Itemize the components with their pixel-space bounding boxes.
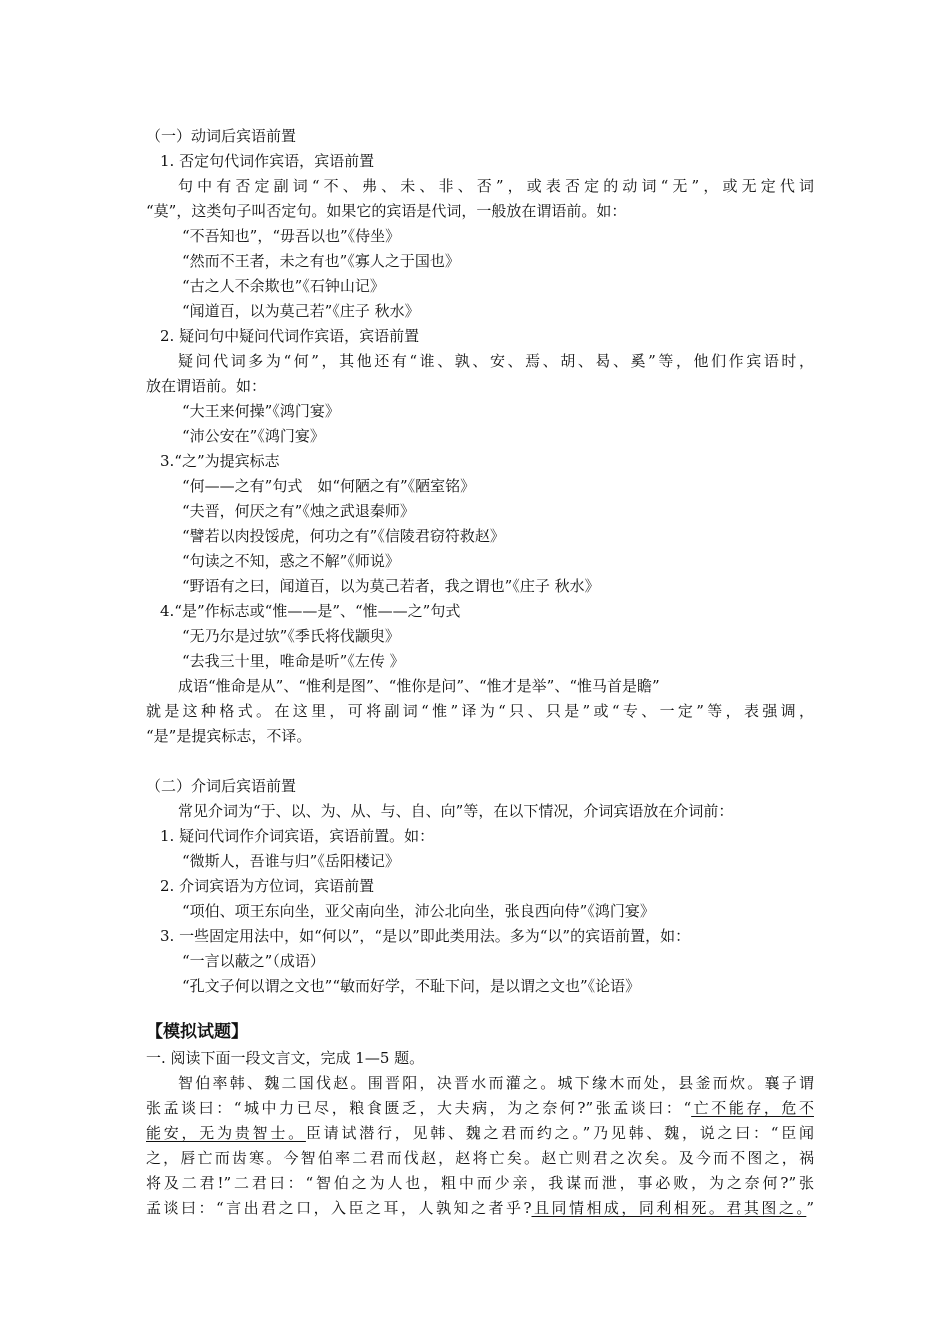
passage-text: 孟谈曰：“言出君之口，入臣之耳，人孰知之者乎?	[146, 1199, 532, 1217]
example-line: “古之人不余欺也”《石钟山记》	[182, 277, 385, 295]
example-line: “孔文子何以谓之文也”“敏而好学，不耻下问，是以谓之文也”《论语》	[182, 977, 641, 995]
paragraph-line: 放在谓语前。如：	[146, 377, 267, 395]
example-line: “去我三十里，唯命是听”《左传 》	[182, 652, 405, 670]
example-line: “夫晋，何厌之有”《烛之武退秦师》	[182, 502, 415, 520]
item-title: 1. 否定句代词作宾语，宾语前置	[160, 152, 375, 170]
example-line: “无乃尔是过欤”《季氏将伐颛臾》	[182, 627, 400, 645]
example-line: “句读之不知，惑之不解”《师说》	[182, 552, 400, 570]
passage-text: 臣请试潜行，见韩、魏之君而约之。”乃见韩、魏，说之曰：“臣闻	[305, 1124, 814, 1142]
paragraph-line: 就是这种格式。在这里，可将副词“惟”译为“只、只是”或“专、一定”等，表强调，	[146, 702, 814, 720]
item-title: 4.“是”作标志或“惟——是”、“惟——之”句式	[160, 602, 461, 620]
example-line: “微斯人，吾谁与归”《岳阳楼记》	[182, 852, 400, 870]
example-line: “然而不王者，未之有也”《寡人之于国也》	[182, 252, 460, 270]
example-line: “譬若以肉投馁虎，何功之有”《信陵君窃符救赵》	[182, 527, 505, 545]
example-line: “闻道百，以为莫己若”《庄子 秋水》	[182, 302, 420, 320]
exercise-instruction: 一. 阅读下面一段文言文，完成 1—5 题。	[146, 1049, 425, 1067]
underlined-text: 能安，无为贵智士。	[146, 1124, 306, 1142]
paragraph-line: “是”是提宾标志，不译。	[146, 727, 312, 745]
passage-text: 张孟谈曰：“城中力已尽，粮食匮乏，大夫病，为之奈何?”张孟谈曰：“	[146, 1099, 692, 1117]
item-title: 1. 疑问代词作介词宾语，宾语前置。如：	[160, 827, 435, 845]
exercise-heading: 【模拟试题】	[146, 1022, 248, 1042]
example-line: “不吾知也”，“毋吾以也”《侍坐》	[182, 227, 401, 245]
paragraph-line: 成语“惟命是从”、“惟利是图”、“惟你是问”、“惟才是举”、“惟马首是瞻”	[178, 677, 660, 695]
passage-line: 之，唇亡而齿寒。今智伯率二君而伐赵，赵将亡矣。赵亡则君之次矣。及今而不图之，祸	[146, 1149, 814, 1167]
section-title: （二）介词后宾语前置	[146, 777, 297, 795]
underlined-text: 且同情相成，同利相死。君其图之。	[531, 1199, 807, 1217]
example-line: “何——之有”句式 如“何陋之有”《陋室铭》	[182, 477, 476, 495]
paragraph-line: 常见介词为“于、以、为、从、与、自、向”等，在以下情况，介词宾语放在介词前：	[178, 802, 734, 820]
example-line: “沛公安在”《鸿门宴》	[182, 427, 325, 445]
passage-line	[146, 1096, 814, 1121]
document-body	[146, 124, 814, 1221]
item-title: 2. 介词宾语为方位词，宾语前置	[160, 877, 375, 895]
paragraph-line: 疑问代词多为“何”，其他还有“谁、孰、安、焉、胡、曷、奚”等，他们作宾语时，	[178, 352, 814, 370]
item-title: 2. 疑问句中疑问代词作宾语，宾语前置	[160, 327, 420, 345]
example-line: “项伯、项王东向坐，亚父南向坐，沛公北向坐，张良西向侍”《鸿门宴》	[182, 902, 655, 920]
passage-text: ”	[806, 1199, 814, 1217]
passage-line: 智伯率韩、魏二国伐赵。围晋阳，决晋水而灌之。城下缘木而处，县釜而炊。襄子谓	[178, 1074, 814, 1092]
item-title: 3. 一些固定用法中，如“何以”，“是以”即此类用法。多为“以”的宾语前置，如：	[160, 927, 691, 945]
spacer	[146, 999, 814, 1013]
section-title: （一）动词后宾语前置	[146, 127, 297, 145]
passage-line	[146, 1196, 814, 1221]
spacer	[146, 749, 814, 774]
example-line: “野语有之曰，闻道百，以为莫己若者，我之谓也”《庄子 秋水》	[182, 577, 600, 595]
paragraph-line: “莫”，这类句子叫否定句。如果它的宾语是代词，一般放在谓语前。如：	[146, 202, 627, 220]
item-title: 3.“之”为提宾标志	[160, 452, 280, 470]
example-line: “大王来何操”《鸿门宴》	[182, 402, 340, 420]
paragraph-line: 句中有否定副词“不、弗、未、非、否”，或表否定的动词“无”，或无定代词	[178, 177, 814, 195]
example-line: “一言以蔽之”（成语）	[182, 952, 325, 970]
passage-line: 将及二君!”二君曰：“智伯之为人也，粗中而少亲，我谋而泄，事必败，为之奈何?”张	[146, 1174, 814, 1192]
underlined-text: 亡不能存，危不	[691, 1099, 814, 1117]
passage-line	[146, 1121, 814, 1146]
